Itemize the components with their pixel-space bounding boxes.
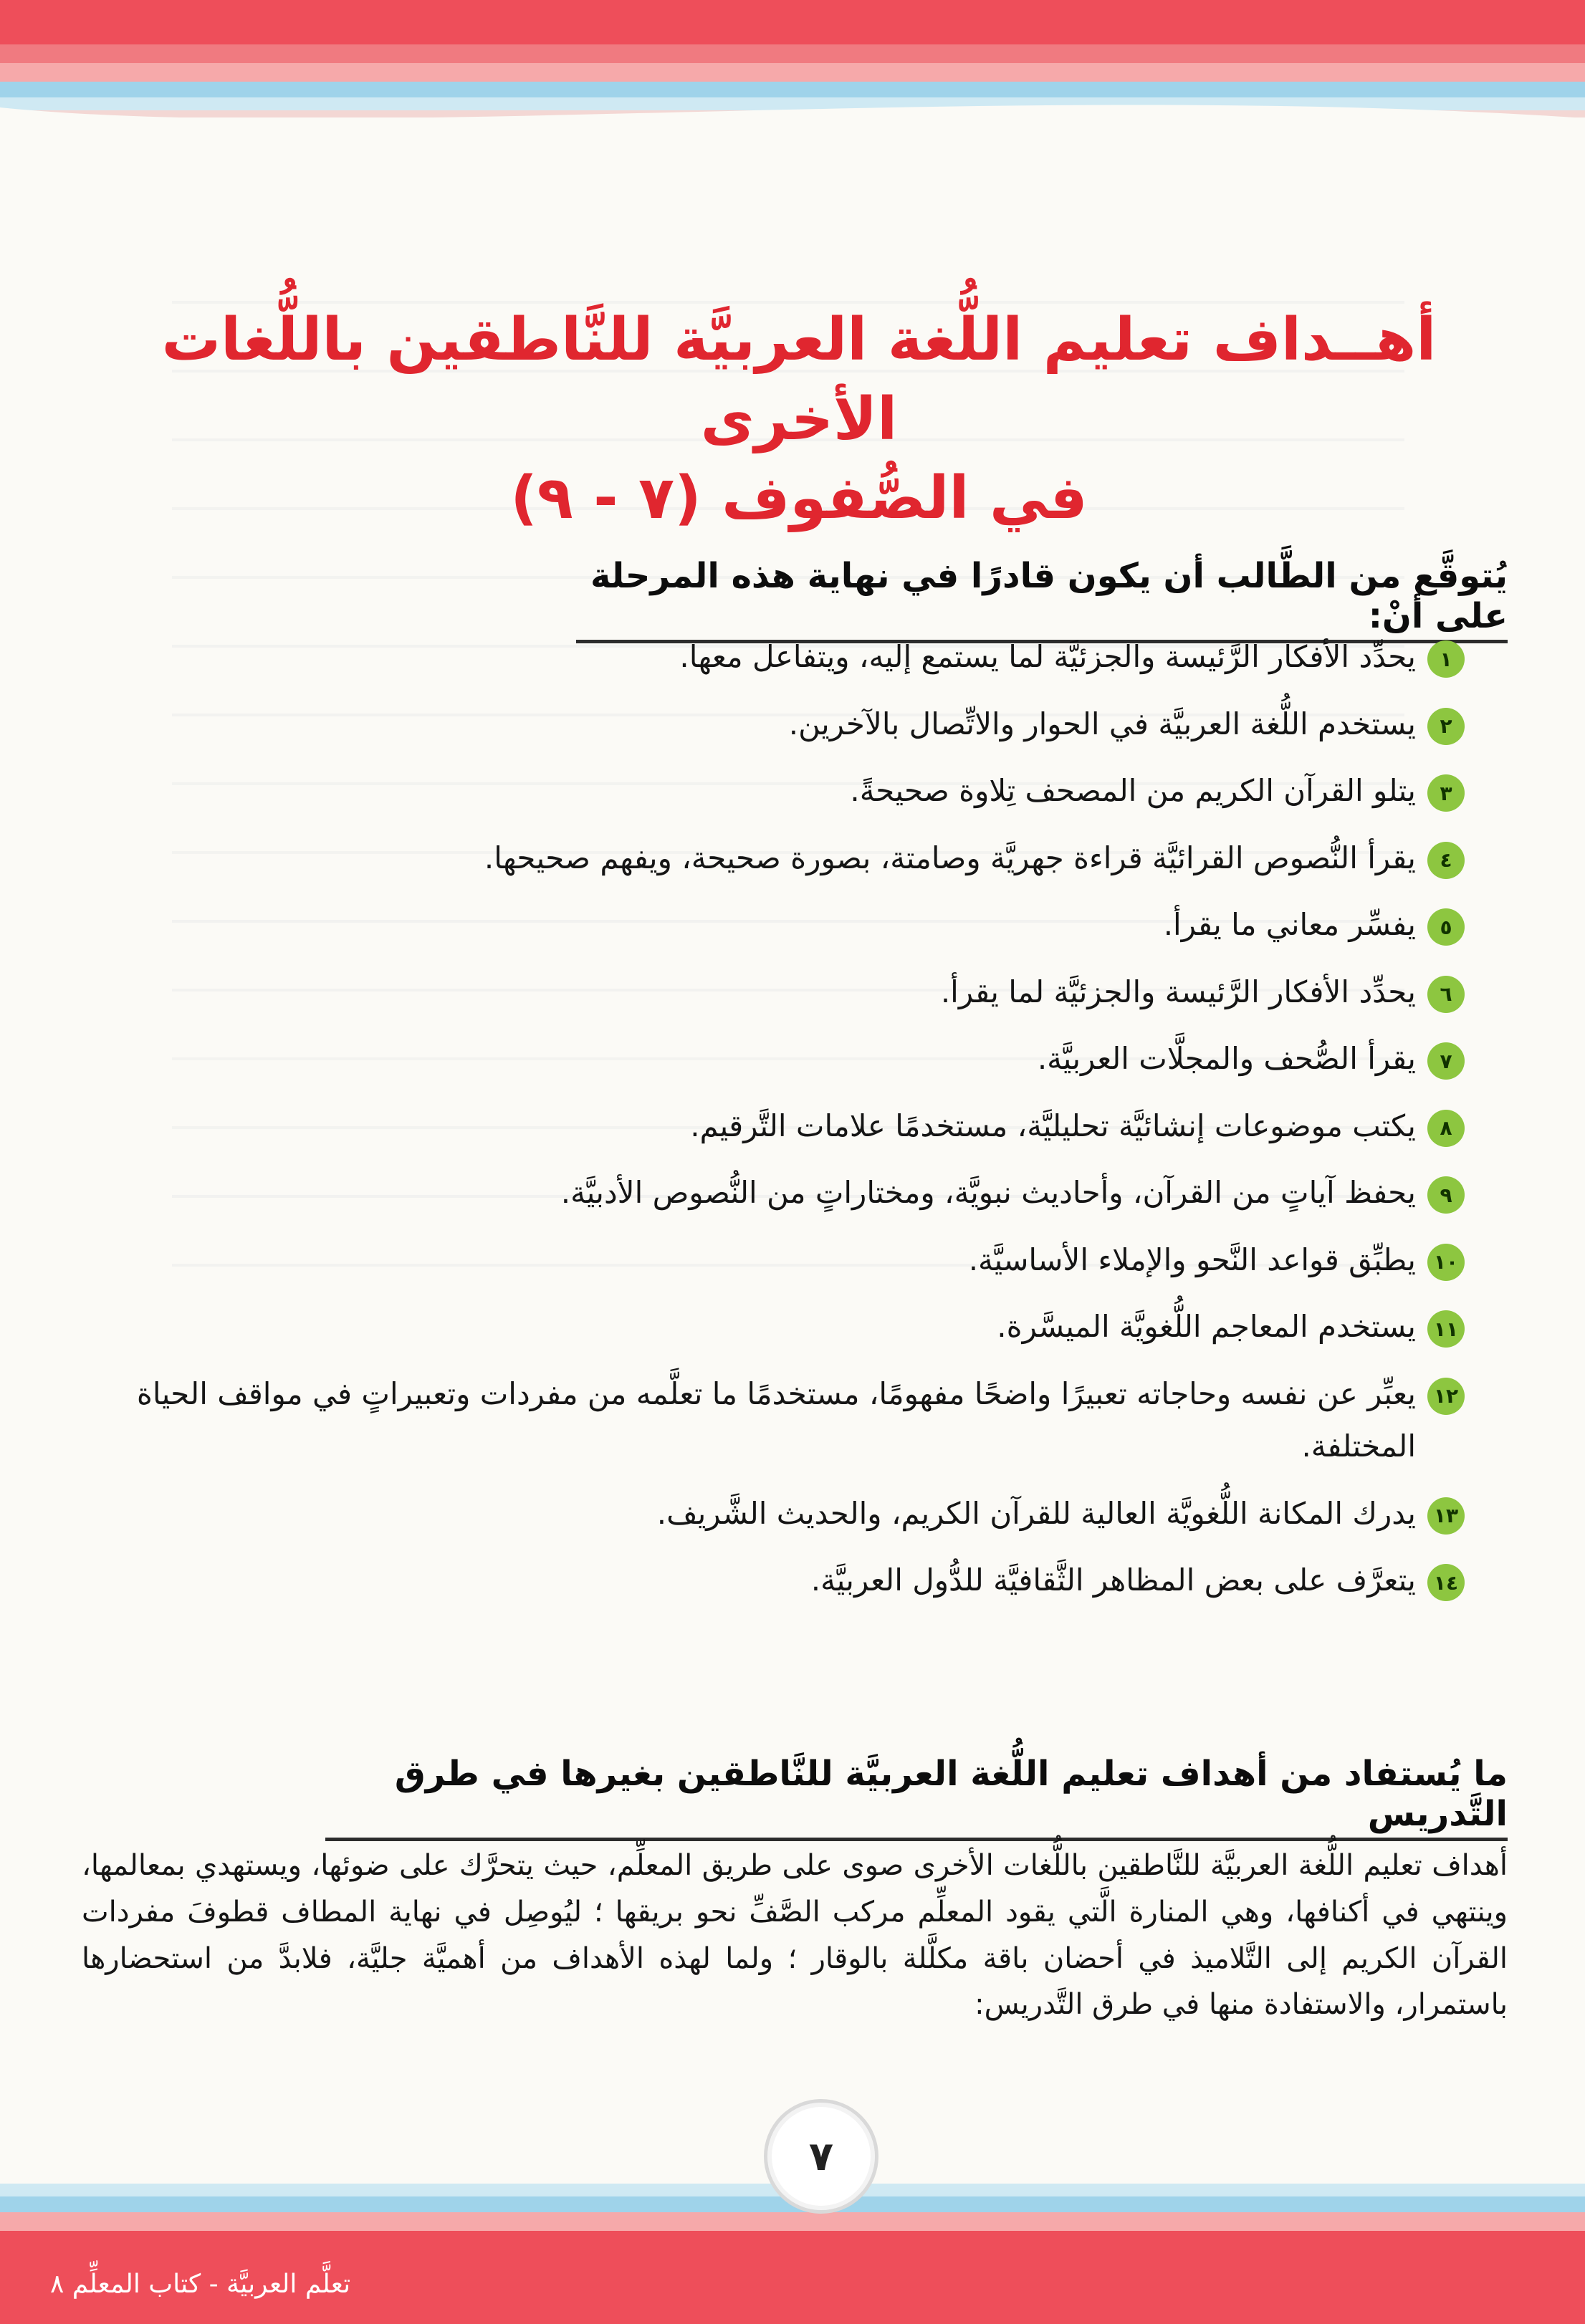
list-item [75,1300,1465,1353]
objective-text: يحدِّد الأفكار الرَّئيسة والجزئيَّة لما يستمع إليه، ويتفاعل معها. [679,639,1416,674]
green-number-badge: ٣ [1427,774,1465,812]
page-number: ٧ [808,2133,834,2180]
objective-text: يقرأ النُّصوص القرائيَّة قراءة جهريَّة وصامتة، بصورة صحيحة، ويفهم صحيحها. [484,840,1416,875]
objective-text: يتعرَّف على بعض المظاهر الثَّقافيَّة للدُّول العربيَّة. [810,1562,1416,1598]
list-item [75,1032,1465,1085]
list-item [75,1100,1465,1153]
green-number-badge: ١ [1427,640,1465,678]
objective-text: يتلو القرآن الكريم من المصحف تِلاوة صحيحةً. [850,773,1416,808]
objective-text: يدرك المكانة اللُّغويَّة العالية للقرآن الكريم، والحديث الشَّريف. [656,1495,1416,1531]
title-line-2: في الصُّفوف (٧ - ٩) [510,464,1088,533]
list-item [75,1554,1465,1607]
list-item [75,832,1465,885]
section-heading-text: ما يُستفاد من أهداف تعليم اللُّغة العربيَّة للنَّاطقين بغيرها في طرق التَّدريس [394,1754,1508,1834]
list-item [75,698,1465,751]
green-number-badge: ١٤ [1427,1564,1465,1601]
objective-text: يقرأ الصُّحف والمجلَّات العربيَّة. [1037,1041,1416,1076]
green-number-badge: ٦ [1427,976,1465,1013]
title-line-1: أهــداف تعليم اللُّغة العربيَّة للنَّاطقين باللُّغات الأخرى [161,306,1437,453]
section-heading-teaching-methods [325,1754,1508,1841]
green-number-badge: ٩ [1427,1176,1465,1214]
green-number-badge: ٧ [1427,1042,1465,1080]
objective-text: يفسِّر معاني ما يقرأ. [1163,907,1416,942]
green-number-badge: ٤ [1427,842,1465,879]
list-item [75,898,1465,951]
list-item [75,764,1465,817]
page-number-badge [764,2099,878,2214]
green-number-badge: ١٢ [1427,1378,1465,1415]
green-number-badge: ١٣ [1427,1497,1465,1535]
list-item [75,1166,1465,1219]
list-item [75,966,1465,1019]
green-number-badge: ٥ [1427,908,1465,946]
objective-text: يعبِّر عن نفسه وحاجاته تعبيرًا واضحًا مفهومًا، مستخدمًا ما تعلَّمه من مفردات وتعبيراتٍ في مواقف الحياة المختلفة. [136,1375,1416,1464]
objectives-list [75,630,1465,1621]
page-title [143,301,1455,539]
top-decorative-band [0,0,1585,143]
list-item [75,1368,1465,1473]
intro-heading-text: يُتوقَّع من الطَّالب أن يكون قادرًا في نهاية هذه المرحلة على أنْ: [590,556,1508,636]
list-item [75,1487,1465,1540]
green-number-badge: ٨ [1427,1110,1465,1147]
green-number-badge: ١٠ [1427,1244,1465,1281]
green-number-badge: ١١ [1427,1310,1465,1348]
list-item [75,1234,1465,1287]
footer-book-title: تعلَّم العربيَّة - كتاب المعلِّم ٨ [50,2270,351,2299]
objective-text: يحفظ آياتٍ من القرآن، وأحاديث نبويَّة، ومختاراتٍ من النُّصوص الأدبيَّة. [560,1175,1416,1210]
objective-text: يستخدم المعاجم اللُّغويَّة الميسَّرة. [997,1309,1416,1344]
section-heading-underline [325,1838,1508,1841]
list-item [75,630,1465,683]
objective-text: يستخدم اللُّغة العربيَّة في الحوار والاتِّصال بالآخرين. [788,706,1416,741]
body-paragraph: أهداف تعليم اللُّغة العربيَّة للنَّاطقين باللُّغات الأخرى صوى على طريق المعلِّم، حيث يتحرَّك على ضوئها، ويستهدي بمعالمها، وينتهي في أكنافها، وهي المنارة الَّتي يقود المعلِّم مركب الصَّفِّ نحو بريقها ؛ ليُوصِل في نهاية المطاف قطوفَ مفردات القرآن الكريم إلى التَّلاميذ في أحضان باقة مكلَّلة بالوقار ؛ ولما لهذه الأهداف من أهميَّة جليَّة، فلابدَّ من استحضارها باستمرار، والاستفادة منها في طرق التَّدريس: [82,1849,1508,2022]
green-number-badge: ٢ [1427,708,1465,745]
objective-text: يطبِّق قواعد النَّحو والإملاء الأساسيَّة. [968,1242,1416,1277]
objective-text: يحدِّد الأفكار الرَّئيسة والجزئيَّة لما يقرأ. [940,974,1416,1009]
objective-text: يكتب موضوعات إنشائيَّة تحليليَّة، مستخدمًا علامات التَّرقيم. [690,1108,1416,1143]
